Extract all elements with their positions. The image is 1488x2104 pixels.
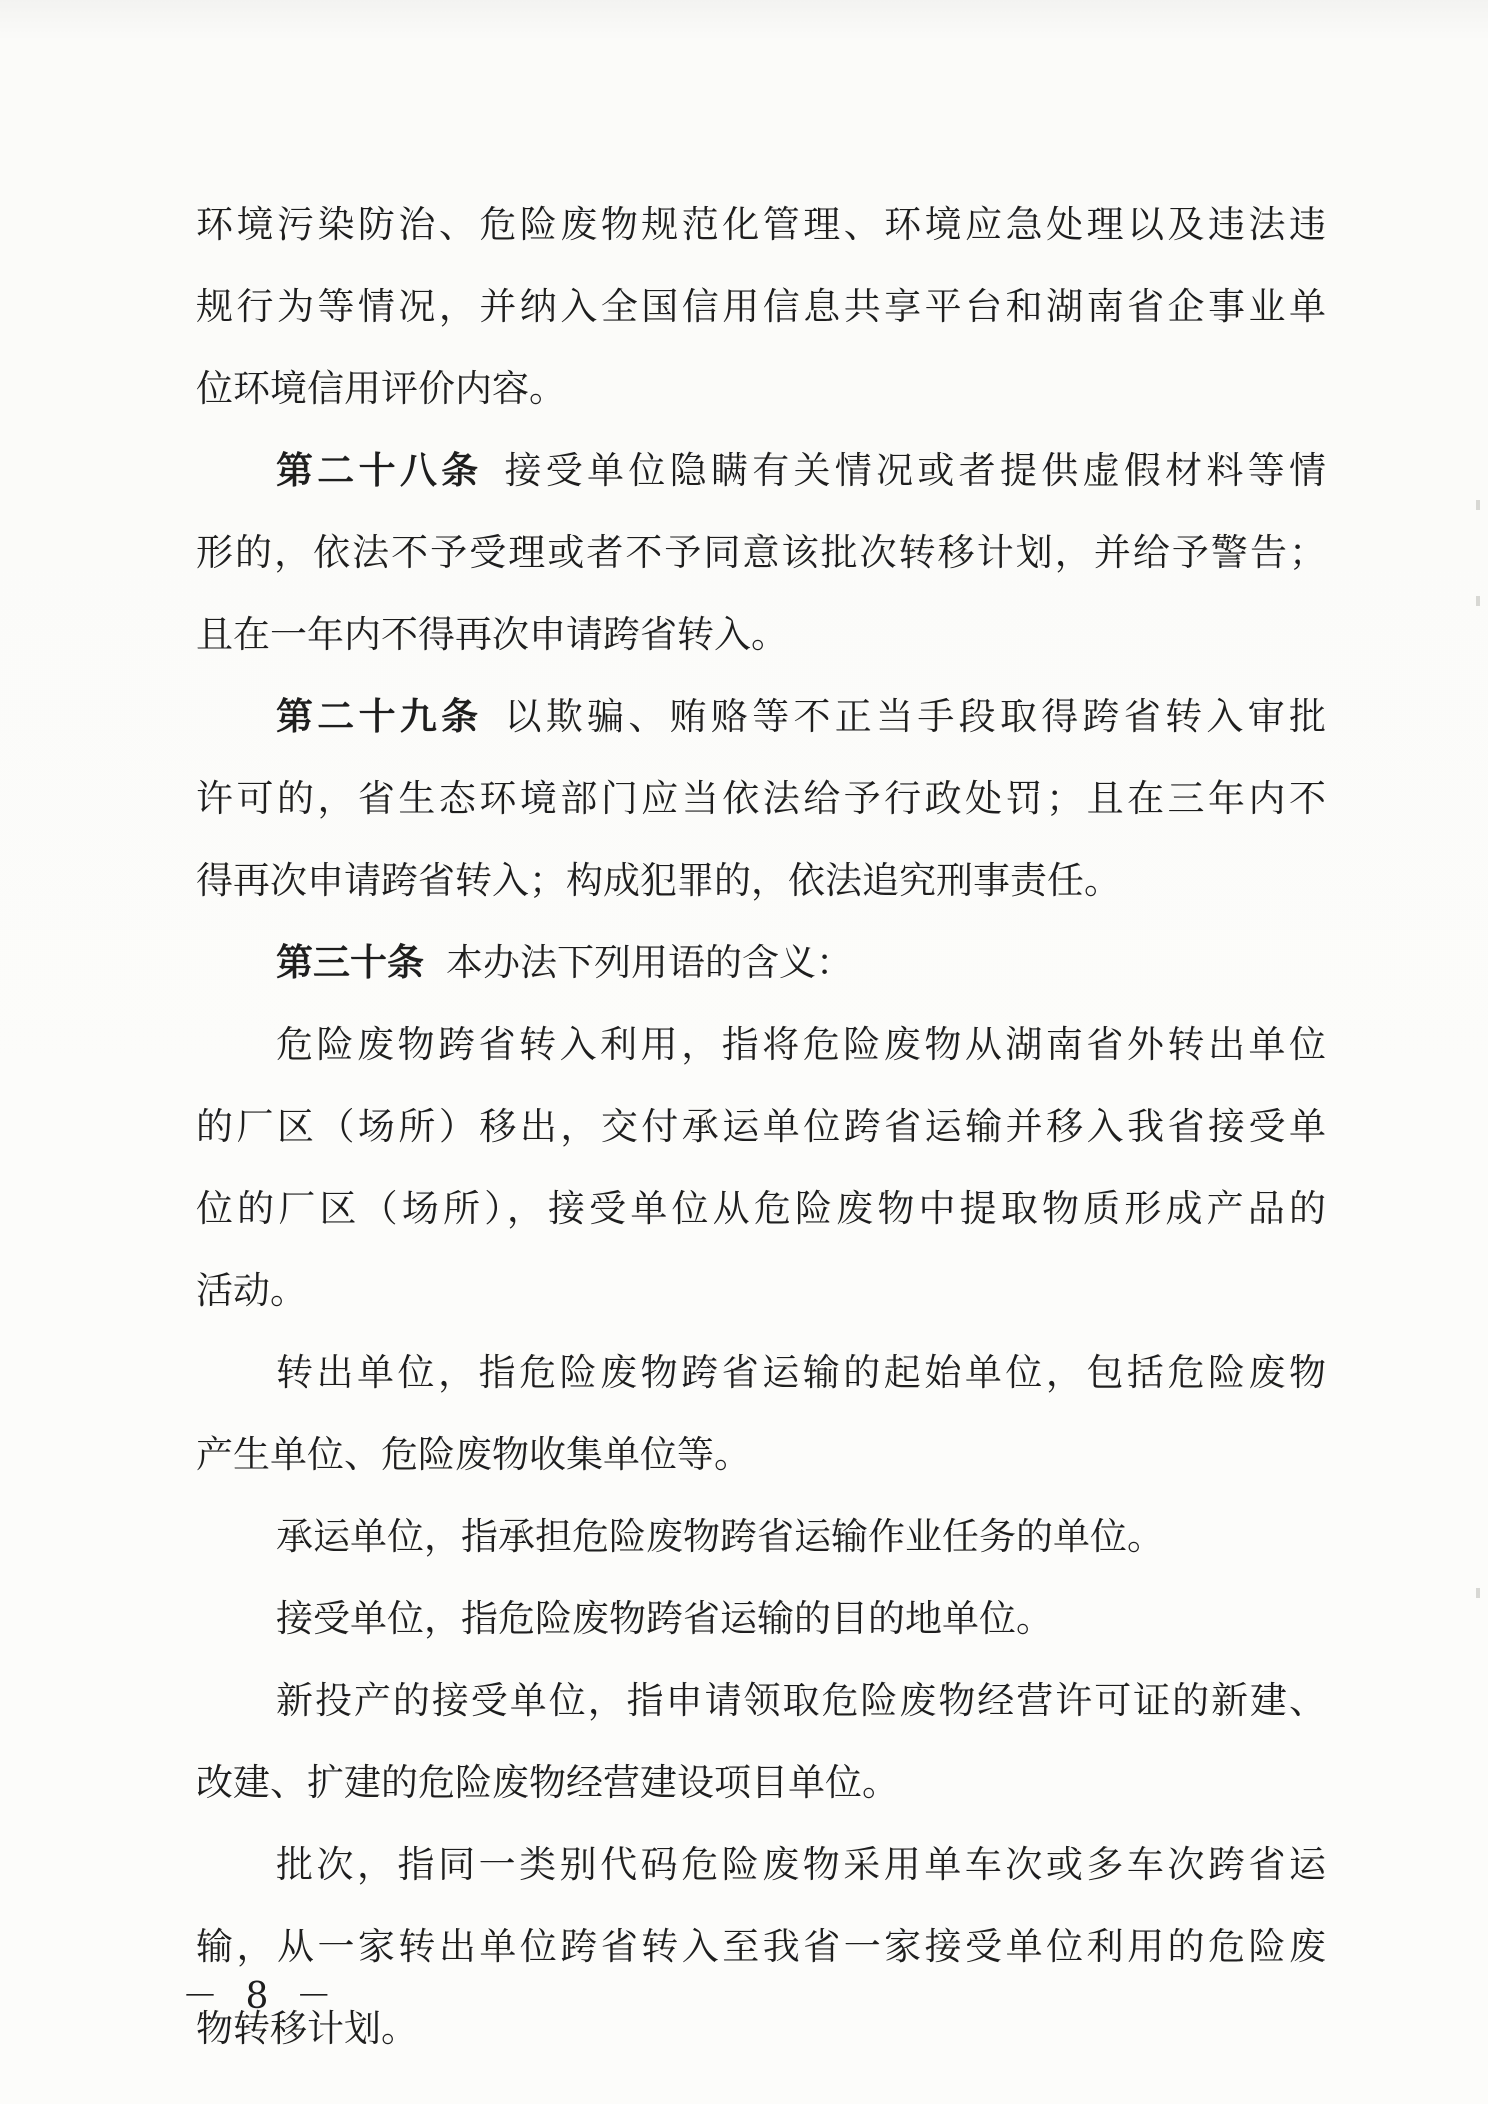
scan-mark [1476,500,1480,510]
text-line [196,840,1326,922]
text-line [196,1332,1326,1414]
line-text: 位环境信用评价内容。 [196,367,566,410]
text-line [196,1496,1326,1578]
text-line [196,1906,1326,1988]
text-line [196,922,1326,1004]
text-line [196,1578,1326,1660]
line-text: 接受单位，指危险废物跨省运输的目的地单位。 [276,1597,1053,1640]
document-body [196,184,1326,2070]
line-text: 以欺骗、贿赂等不正当手段取得跨省转入审批 [504,695,1327,738]
article-number: 第二十九条 [276,695,483,738]
line-text: 接受单位隐瞒有关情况或者提供虚假材料等情 [504,449,1327,492]
line-text: 批次，指同一类别代码危险废物采用单车次或多车次跨省运 [276,1843,1326,1886]
text-line [196,348,1326,430]
text-line [196,1414,1326,1496]
page-number: － 8 － [182,1976,340,2017]
line-text: 的厂区（场所）移出，交付承运单位跨省运输并移入我省接受单 [196,1105,1326,1148]
line-text: 输，从一家转出单位跨省转入至我省一家接受单位利用的危险废 [196,1925,1326,1968]
text-line [196,594,1326,676]
line-text: 产生单位、危险废物收集单位等。 [196,1433,751,1476]
line-text: 得再次申请跨省转入；构成犯罪的，依法追究刑事责任。 [196,859,1121,902]
line-text: 环境污染防治、危险废物规范化管理、环境应急处理以及违法违 [196,203,1326,246]
text-line [196,1988,1326,2070]
text-line [196,1004,1326,1086]
text-line [196,1168,1326,1250]
line-text: 改建、扩建的危险废物经营建设项目单位。 [196,1761,899,1804]
text-line [196,758,1326,840]
text-line [196,1086,1326,1168]
scan-mark [1476,1588,1480,1598]
line-text: 新投产的接受单位，指申请领取危险废物经营许可证的新建、 [276,1679,1326,1722]
line-text: 活动。 [196,1269,307,1312]
scan-mark [1476,596,1480,606]
article-number: 第二十八条 [276,449,483,492]
line-text: 规行为等情况，并纳入全国信用信息共享平台和湖南省企事业单 [196,285,1326,328]
line-text: 形的，依法不予受理或者不予同意该批次转移计划，并给予警告； [196,531,1326,574]
text-line [196,512,1326,594]
line-text: 位的厂区（场所），接受单位从危险废物中提取物质形成产品的 [196,1187,1326,1230]
text-line [196,184,1326,266]
line-text: 转出单位，指危险废物跨省运输的起始单位，包括危险废物 [276,1351,1326,1394]
line-text: 本办法下列用语的含义： [446,941,853,984]
text-line [196,266,1326,348]
line-text: 承运单位，指承担危险废物跨省运输作业任务的单位。 [276,1515,1164,1558]
text-line [196,1660,1326,1742]
article-number: 第三十条 [276,941,424,984]
line-text: 物转移计划。 [196,2007,418,2050]
line-text: 且在一年内不得再次申请跨省转入。 [196,613,788,656]
text-line [196,1824,1326,1906]
line-text: 危险废物跨省转入利用，指将危险废物从湖南省外转出单位 [276,1023,1326,1066]
text-line [196,676,1326,758]
line-text: 许可的，省生态环境部门应当依法给予行政处罚；且在三年内不 [196,777,1326,820]
text-line [196,1742,1326,1824]
text-line [196,1250,1326,1332]
text-line [196,430,1326,512]
